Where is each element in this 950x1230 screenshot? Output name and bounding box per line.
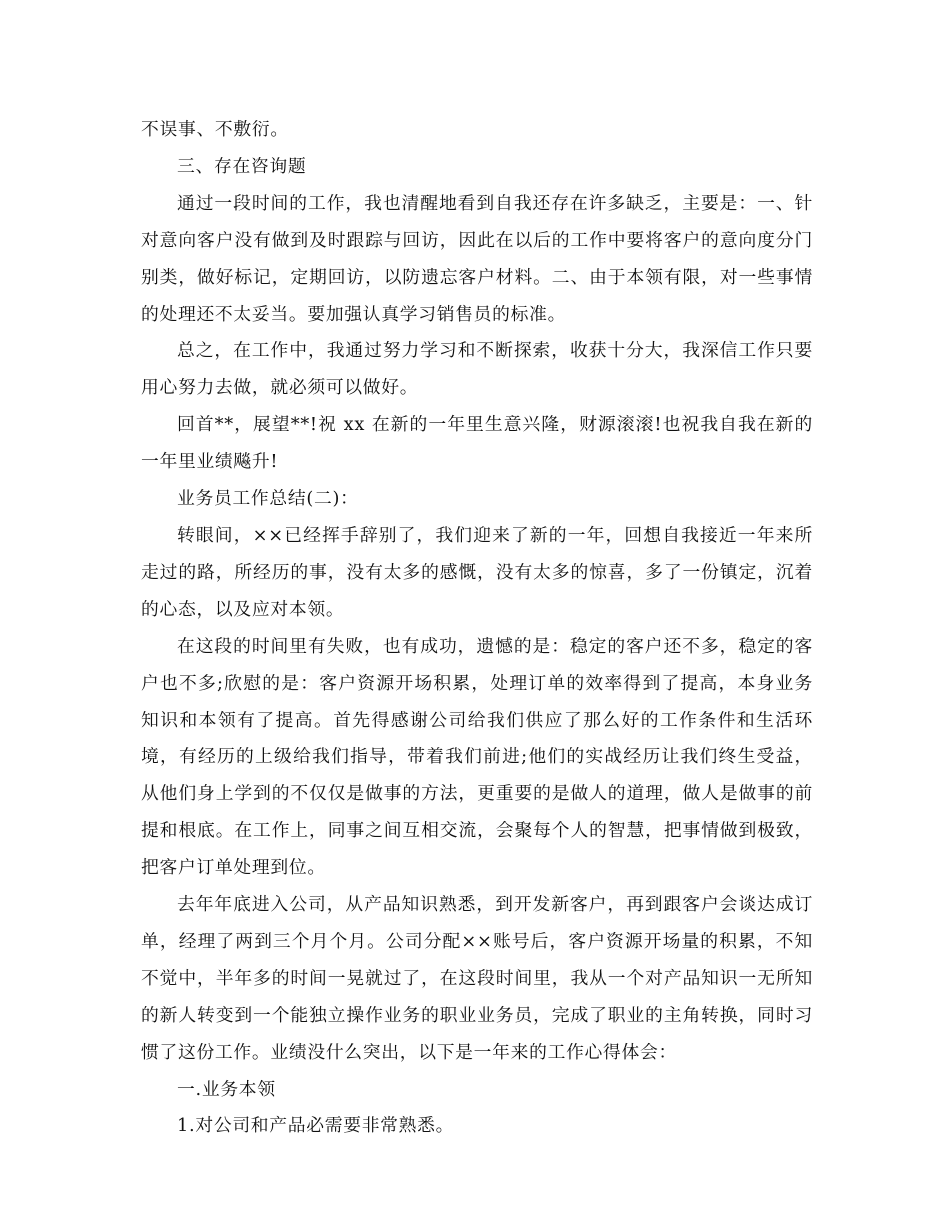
section-heading-problems: 三、存在咨询题: [177, 155, 307, 177]
section-heading-summary-two: 业务员工作总结(二)：: [177, 488, 359, 510]
paragraph-year-reflection: 转眼间，××已经挥手辞别了，我们迎来了新的一年，回想自我接近一年来所走过的路，所经历的事，没有太多的感慨，没有太多的惊喜，多了一份镇定，沉着的心态，以及应对本领。: [141, 524, 813, 620]
list-item-know-company-products: 1.对公司和产品必需要非常熟悉。: [177, 1115, 455, 1137]
paragraph-new-year-wishes: 回首**，展望**!祝 xx 在新的一年里生意兴隆，财源滚滚!也祝我自我在新的一年里业绩飚升!: [141, 414, 813, 473]
section-heading-business-skills: 一.业务本领: [177, 1078, 276, 1100]
paragraph-success-and-failure: 在这段的时间里有失败，也有成功，遗憾的是：稳定的客户还不多，稳定的客户也不多;欣慰的是：客户资源开场积累，处理订单的效率得到了提高，本身业务知识和本领有了提高。首先得感谢公司给我们供应了那么好的工作条件和生活环境，有经历的上级给我们指导，带着我们前进;他们的实战经历让我们终生受益，从他们身上学到的不仅仅是做事的方法，更重要的是做人的道理，做人是做事的前提和根底。在工作上，同事之间互相交流，会聚每个人的智慧，把事情做到极致，把客户订单处理到位。: [141, 635, 813, 879]
paragraph-summary: 总之，在工作中，我通过努力学习和不断探索，收获十分大，我深信工作只要用心努力去做，就必须可以做好。: [141, 340, 813, 399]
document-body: [141, 112, 813, 1145]
paragraph-joining-company: 去年年底进入公司，从产品知识熟悉，到开发新客户，再到跟客户会谈达成订单，经理了两到三个月个月。公司分配××账号后，客户资源开场量的积累，不知不觉中，半年多的时间一晃就过了，在这段时间里，我从一个对产品知识一无所知的新人转变到一个能独立操作业务的职业业务员，完成了职业的主角转换，同时习惯了这份工作。业绩没什么突出，以下是一年来的工作心得体会：: [141, 894, 813, 1063]
paragraph-closing-line: 不误事、不敷衍。: [141, 119, 289, 140]
paragraph-shortcomings: 通过一段时间的工作，我也清醒地看到自我还存在许多缺乏，主要是：一、针对意向客户没有做到及时跟踪与回访，因此在以后的工作中要将客户的意向度分门别类，做好标记，定期回访，以防遗忘客户材料。二、由于本领有限，对一些事情的处理还不太妥当。要加强认真学习销售员的标准。: [141, 192, 813, 325]
